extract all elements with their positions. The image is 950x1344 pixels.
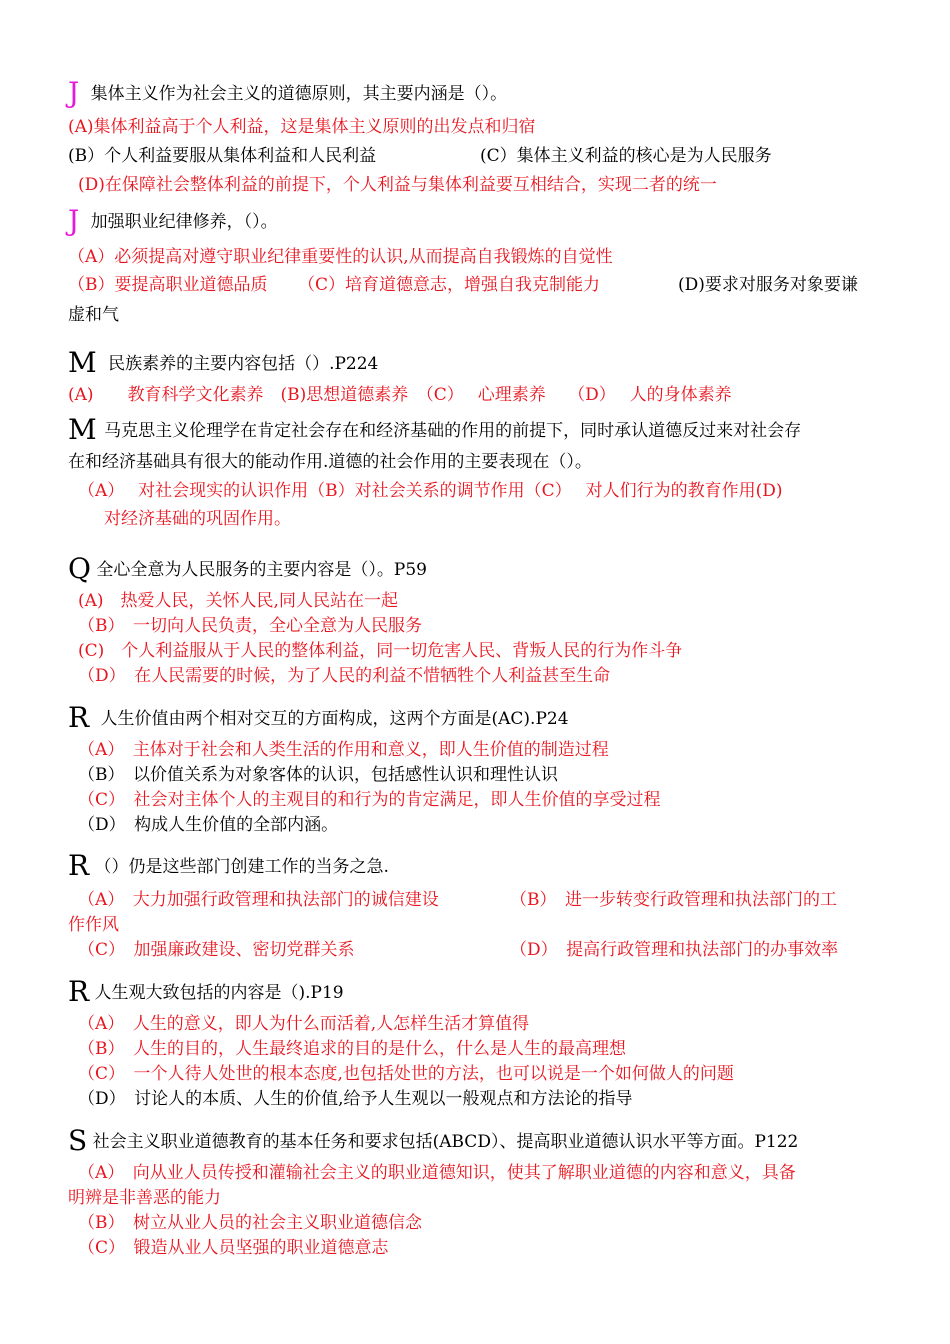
- option-line: [78, 888, 893, 912]
- option-line: （C） 锻造从业人员坚强的职业道德意志: [78, 1238, 389, 1258]
- question-6: [68, 701, 883, 734]
- index-letter: M: [68, 413, 97, 446]
- option-line: （A）必须提高对遵守职业纪律重要性的认识,从而提高自我锻炼的自觉性: [68, 247, 613, 267]
- index-letter: Q: [68, 552, 91, 585]
- question-stem: 人生价值由两个相对交互的方面构成，这两个方面是(AC).P24: [100, 709, 569, 729]
- option-line: （D） 在人民需要的时候，为了人民的利益不惜牺牲个人利益甚至生命: [78, 666, 611, 686]
- question-7: [68, 849, 883, 882]
- option-d: (D)要求对服务对象要谦: [678, 275, 858, 295]
- option-c: (C）集体主义利益的核心是为人民服务: [480, 146, 772, 166]
- option-line: (D)在保障社会整体利益的前提下，个人利益与集体利益要互相结合，实现二者的统一: [78, 175, 717, 195]
- option-line: （A） 对社会现实的认识作用（B）对社会关系的调节作用（C） 对人们行为的教育作用(D): [78, 481, 783, 501]
- option-line: (A) 教育科学文化素养 (B)思想道德素养 （C） 心理素养 （D） 人的身体素养: [68, 385, 732, 405]
- question-stem: 人生观大致包括的内容是（).P19: [94, 983, 344, 1003]
- option-line: （D） 讨论人的本质、人生的价值,给予人生观以一般观点和方法论的指导: [78, 1089, 633, 1109]
- question-2: [68, 204, 883, 237]
- index-letter: M: [68, 346, 97, 379]
- option-line: (A)集体利益高于个人利益，这是集体主义原则的出发点和归宿: [68, 117, 536, 137]
- index-letter: S: [68, 1124, 88, 1157]
- option-line: （B） 一切向人民负责，全心全意为人民服务: [78, 616, 422, 636]
- option-line: 对经济基础的巩固作用。: [104, 509, 291, 529]
- question-3: [68, 346, 883, 379]
- question-9: [68, 1124, 883, 1157]
- option-line: （A） 主体对于社会和人类生活的作用和意义，即人生价值的制造过程: [78, 740, 609, 760]
- option-line: 虚和气: [68, 305, 119, 325]
- question-4: [68, 413, 883, 446]
- question-stem-continued: 在和经济基础具有很大的能动作用.道德的社会作用的主要表现在（）。: [68, 452, 592, 472]
- option-line: （A） 人生的意义，即人为什么而活着,人怎样生活才算值得: [78, 1014, 530, 1034]
- option-line: (A) 热爱人民，关怀人民,同人民站在一起: [78, 591, 398, 611]
- option-line: （B） 树立从业人员的社会主义职业道德信念: [78, 1213, 422, 1233]
- option-line: [68, 273, 883, 297]
- question-stem: 全心全意为人民服务的主要内容是（）。P59: [96, 560, 427, 580]
- index-letter: R: [68, 849, 90, 882]
- option-line: （B） 人生的目的，人生最终追求的目的是什么，什么是人生的最高理想: [78, 1039, 626, 1059]
- question-stem: 马克思主义伦理学在肯定社会存在和经济基础的作用的前提下，同时承认道德反过来对社会存: [104, 421, 802, 441]
- option-line: （C） 社会对主体个人的主观目的和行为的肯定满足，即人生价值的享受过程: [78, 790, 661, 810]
- option-c: （C） 加强廉政建设、密切党群关系: [78, 940, 355, 960]
- option-line: （C） 一个人待人处世的根本态度,也包括处世的方法，也可以说是一个如何做人的问题: [78, 1064, 734, 1084]
- option-b: （B）要提高职业道德品质: [68, 275, 268, 295]
- option-d: （D） 提高行政管理和执法部门的办事效率: [510, 940, 839, 960]
- question-stem: 民族素养的主要内容包括（）.P224: [108, 354, 379, 374]
- option-line: （D） 构成人生价值的全部内涵。: [78, 815, 339, 835]
- option-line: （A） 向从业人员传授和灌输社会主义的职业道德知识，使其了解职业道德的内容和意义，具备: [78, 1163, 796, 1183]
- option-line: （B） 以价值关系为对象客体的认识，包括感性认识和理性认识: [78, 765, 558, 785]
- option-line: (C) 个人利益服从于人民的整体利益，同一切危害人民、背叛人民的行为作斗争: [78, 641, 683, 661]
- question-stem: 社会主义职业道德教育的基本任务和要求包括(ABCD）、提高职业道德认识水平等方面。P122: [92, 1132, 799, 1152]
- index-letter: R: [68, 975, 90, 1008]
- index-letter: R: [68, 701, 90, 734]
- option-line: 作作风: [68, 915, 119, 935]
- option-b: （B） 进一步转变行政管理和执法部门的工: [510, 890, 837, 910]
- question-5: [68, 552, 883, 585]
- question-stem: （）仍是这些部门创建工作的当务之急.: [94, 857, 389, 877]
- question-stem: 集体主义作为社会主义的道德原则，其主要内涵是（）。: [90, 84, 508, 104]
- option-line: [68, 144, 883, 168]
- index-letter: J: [68, 76, 80, 109]
- option-line: [78, 938, 893, 962]
- question-1: [68, 76, 883, 109]
- option-c: （C）培育道德意志，增强自我克制能力: [298, 275, 601, 295]
- option-a: （A） 大力加强行政管理和执法部门的诚信建设: [78, 890, 439, 910]
- option-b: (B）个人利益要服从集体利益和人民利益: [68, 146, 377, 166]
- option-line: 明辨是非善恶的能力: [68, 1188, 221, 1208]
- question-8: [68, 975, 883, 1008]
- index-letter: J: [68, 204, 80, 237]
- question-stem: 加强职业纪律修养，（）。: [90, 212, 278, 232]
